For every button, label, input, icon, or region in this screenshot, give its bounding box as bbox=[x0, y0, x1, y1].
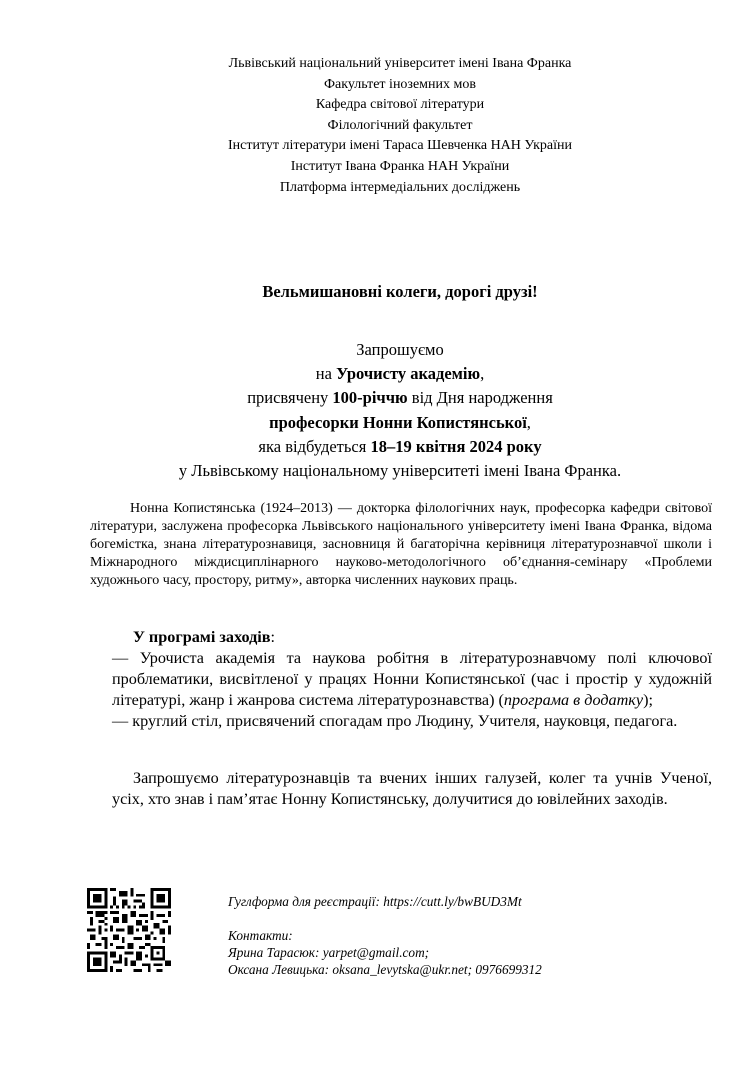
invitation-line bbox=[90, 386, 710, 410]
invitation-text: на bbox=[315, 364, 337, 384]
registration-link[interactable]: https://cutt.ly/bwBUD3Mt bbox=[383, 894, 522, 909]
organizer-line: Філологічний факультет bbox=[327, 117, 473, 133]
organizers-block bbox=[90, 54, 710, 198]
program-item: — круглий стіл, присвячений спогадам про Людину, Учителя, науковця, педагога. bbox=[112, 712, 678, 730]
event-dates: 18–19 квітня 2024 року bbox=[370, 436, 542, 456]
organizer-line: Кафедра світової літератури bbox=[315, 97, 485, 113]
organizer-line: Платформа інтермедіальних досліджень bbox=[279, 179, 521, 195]
invitation-line: у Львівському національному університеті імені Івана Франка. bbox=[178, 461, 622, 481]
contacts-block bbox=[228, 893, 542, 978]
anniversary-label: 100-річчю bbox=[332, 388, 408, 408]
invitation-block bbox=[90, 338, 710, 483]
invitation-text: , bbox=[480, 364, 485, 384]
registration-label: Гуглформа для реєстрації: bbox=[228, 894, 384, 909]
event-title: Урочисту академію bbox=[336, 364, 481, 384]
invitation-text: присвячену bbox=[247, 388, 333, 408]
program-item-text: — Урочиста академія та наукова робітня в літературознавчому полі ключової проблематики, висвітленої у працях Нонни Копистянської (час і простір у художній літературі, жанр і жанрова система літературознавства) ( bbox=[112, 649, 712, 709]
spacer bbox=[228, 910, 542, 927]
program-heading-text: У програмі заходів bbox=[133, 628, 271, 646]
program-item-text: ); bbox=[643, 691, 653, 709]
organizer-line: Інститут літератури імені Тараса Шевченка НАН України bbox=[228, 138, 572, 154]
invitation-line bbox=[90, 411, 710, 435]
contact-person[interactable]: Ярина Тарасюк: yarpet@gmail.com; bbox=[228, 945, 430, 960]
closing-paragraph: Запрошуємо літературознавців та вчених інших галузей, колег та учнів Ученої, усіх, хто знав і пам’ятає Нонну Копистянську, долучитися до ювілейних заходів. bbox=[112, 769, 712, 808]
program-appendix-note: програма в додатку bbox=[503, 691, 644, 709]
invitation-line bbox=[90, 435, 710, 459]
invitation-line bbox=[90, 362, 710, 386]
program-item bbox=[112, 648, 712, 711]
program-heading bbox=[133, 627, 712, 648]
program-heading-colon: : bbox=[270, 628, 275, 646]
invitation-text: яка відбудеться bbox=[258, 436, 371, 456]
greeting-heading: Вельмишановні колеги, дорогі друзі! bbox=[262, 282, 538, 301]
organizer-line: Інститут Івана Франка НАН України bbox=[290, 158, 510, 174]
contact-person[interactable]: Оксана Левицька: oksana_levytska@ukr.net; 0976699312 bbox=[228, 962, 542, 977]
program-section bbox=[112, 627, 712, 732]
registration-line bbox=[228, 893, 542, 910]
invitation-line: Запрошуємо bbox=[356, 340, 444, 359]
invitation-text: від Дня народження bbox=[407, 388, 553, 408]
invitation-text: , bbox=[526, 412, 531, 432]
contacts-label: Контакти: bbox=[228, 928, 293, 943]
organizer-line: Львівський національний університет імені Івана Франка bbox=[228, 56, 572, 71]
organizer-line: Факультет іноземних мов bbox=[324, 76, 476, 92]
honoree-name: професорки Нонни Копистянської bbox=[269, 412, 527, 432]
honoree-biography: Нонна Копистянська (1924–2013) — докторка філологічних наук, професорка кафедри світової літератури, заслужена професорка Львівського національного університету імені Івана Франка, відома богемістка, знана літературознавиця, засновниця й багаторічна керівниця літературознавчої школи і Міжнародного міждисциплінарного науково-методологічного об’єднання-семінару «Проблеми художнього часу, простору, ритму», авторка численних наукових праць. bbox=[90, 501, 712, 588]
qr-code-icon bbox=[87, 888, 171, 972]
